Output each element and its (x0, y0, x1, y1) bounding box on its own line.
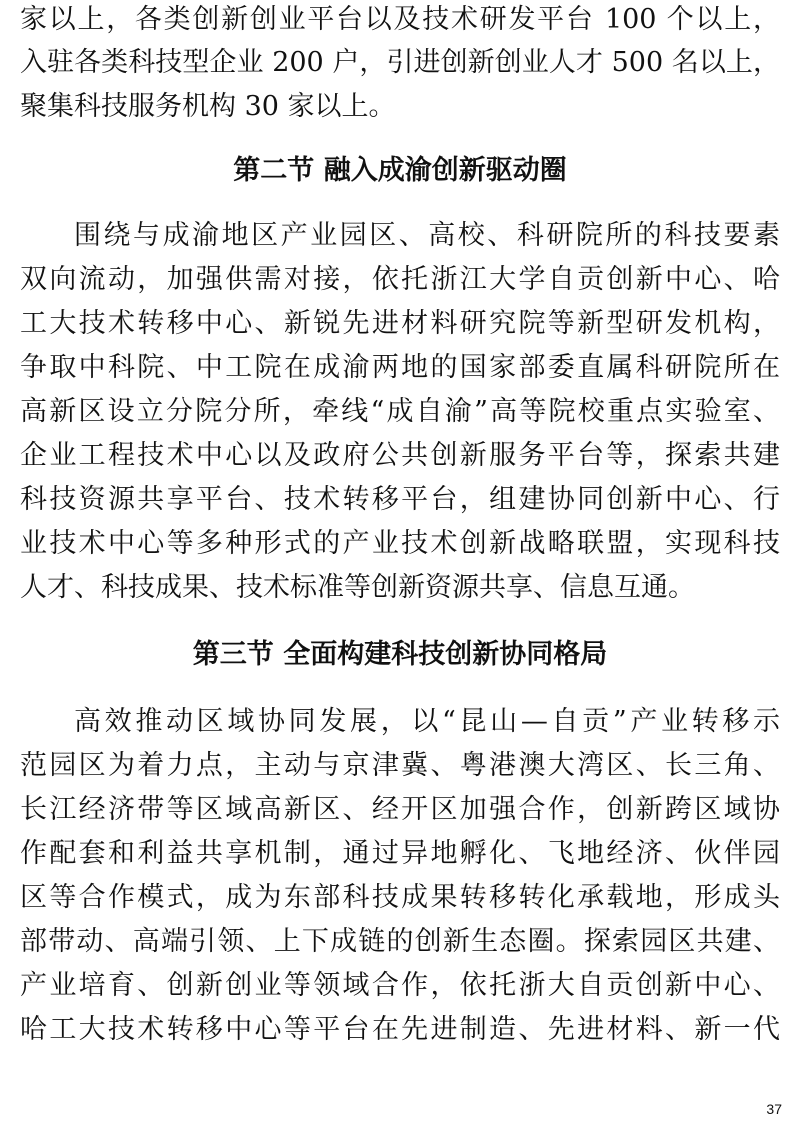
section-heading-2: 第二节 融入成渝创新驱动圈 (233, 155, 567, 186)
paragraph-line: 工大技术转移中心、新锐先进材料研究院等新型研发机构， (20, 308, 780, 339)
paragraph-line: 双向流动，加强供需对接，依托浙江大学自贡创新中心、哈 (20, 264, 780, 295)
paragraph-line: 高效推动区域协同发展，以“昆山—自贡”产业转移示 (74, 706, 780, 737)
paragraph-line: 区等合作模式，成为东部科技成果转移转化承载地，形成头 (20, 882, 780, 913)
paragraph-line: 产业培育、创新创业等领域合作，依托浙大自贡创新中心、 (20, 970, 780, 1001)
paragraph-line: 入驻各类科技型企业 200 户，引进创新创业人才 500 名以上， (20, 47, 780, 78)
paragraph-line: 聚集科技服务机构 30 家以上。 (20, 91, 396, 122)
paragraph-line: 哈工大技术转移中心等平台在先进制造、先进材料、新一代 (20, 1014, 780, 1045)
paragraph-line: 部带动、高端引领、上下成链的创新生态圈。探索园区共建、 (20, 926, 780, 957)
paragraph-line: 作配套和利益共享机制，通过异地孵化、飞地经济、伙伴园 (20, 838, 780, 869)
paragraph-line: 人才、科技成果、技术标准等创新资源共享、信息互通。 (20, 572, 695, 603)
paragraph-line: 业技术中心等多种形式的产业技术创新战略联盟，实现科技 (20, 528, 780, 559)
paragraph-line: 长江经济带等区域高新区、经开区加强合作，创新跨区域协 (20, 794, 780, 825)
paragraph-line: 企业工程技术中心以及政府公共创新服务平台等，探索共建 (20, 440, 780, 471)
paragraph-line: 科技资源共享平台、技术转移平台，组建协同创新中心、行 (20, 484, 780, 515)
section-heading-3: 第三节 全面构建科技创新协同格局 (192, 639, 608, 670)
paragraph-line: 范园区为着力点，主动与京津冀、粤港澳大湾区、长三角、 (20, 750, 780, 781)
paragraph-line: 高新区设立分院分所，牵线“成自渝”高等院校重点实验室、 (20, 396, 780, 427)
paragraph-line: 家以上，各类创新创业平台以及技术研发平台 100 个以上， (20, 4, 780, 35)
page-number: 37 (766, 1101, 782, 1117)
paragraph-line: 争取中科院、中工院在成渝两地的国家部委直属科研院所在 (20, 352, 780, 383)
paragraph-line: 围绕与成渝地区产业园区、高校、科研院所的科技要素 (74, 220, 780, 251)
